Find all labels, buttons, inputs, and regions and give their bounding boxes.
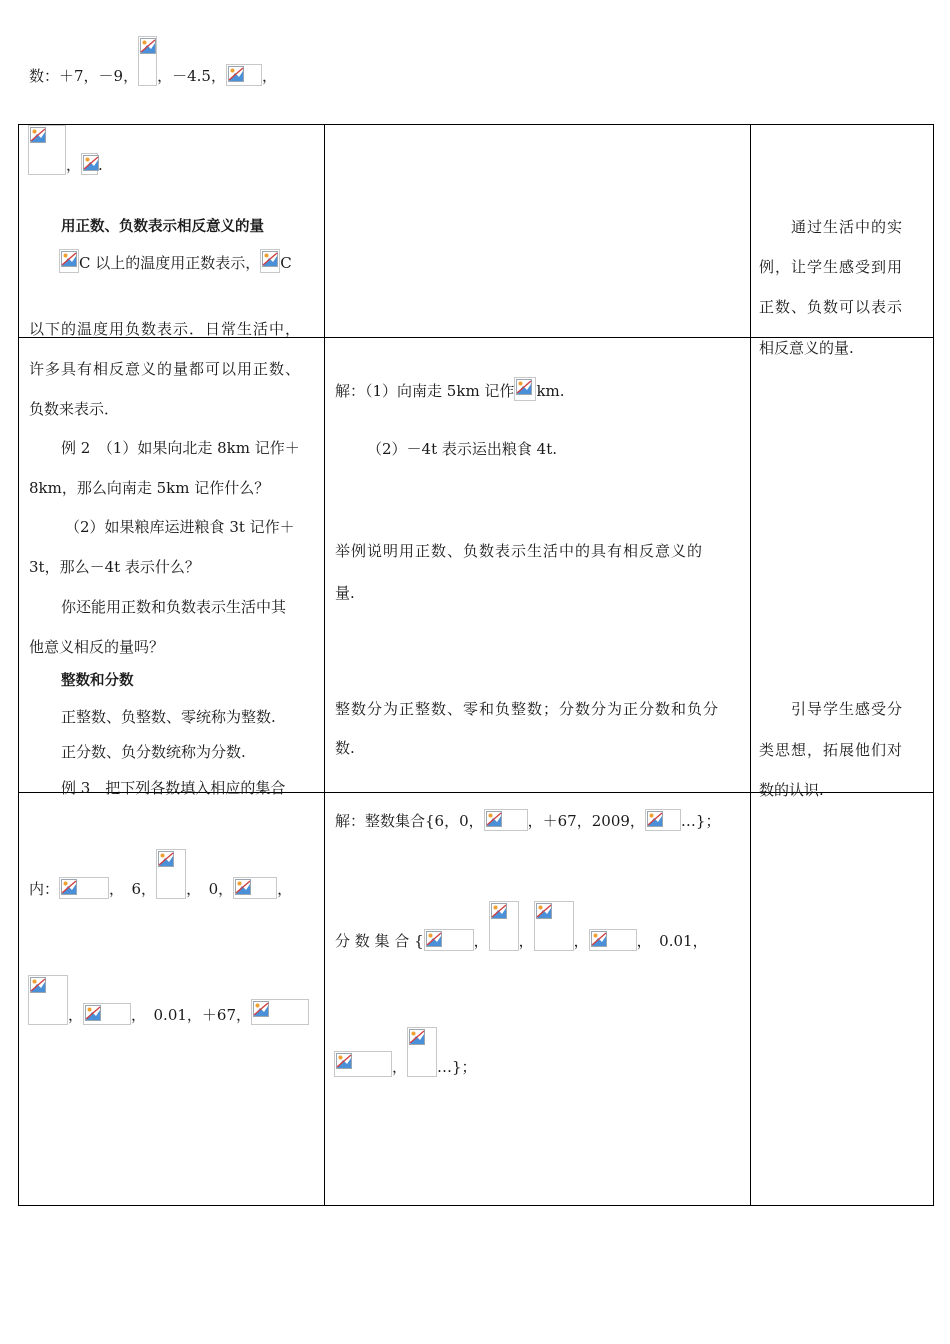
image-placeholder: [407, 1027, 437, 1077]
numbers-text: ，: [261, 66, 277, 85]
broken-image-icon: [61, 879, 77, 895]
intent-text: 例，让学生感受到用: [759, 257, 904, 276]
example-text: 8km，那么向南走 5km 记作什么？: [29, 478, 270, 497]
broken-image-icon: [491, 903, 507, 919]
image-placeholder: [251, 999, 309, 1025]
image-placeholder: [589, 929, 637, 951]
row3-right-cell: [751, 699, 934, 1206]
numbers-text: ，－4.5，: [157, 66, 226, 85]
image-placeholder: [645, 809, 681, 831]
numbers-text: .: [98, 155, 103, 174]
body-text: C 以上的温度用正数表示，: [79, 253, 261, 272]
intent-text: 类思想，拓展他们对: [759, 740, 904, 759]
answer-text: km.: [536, 381, 565, 400]
broken-image-icon: [30, 977, 46, 993]
answer-text: …}；: [680, 811, 721, 830]
image-placeholder: [138, 36, 157, 86]
lesson-table: [18, 66, 934, 1206]
image-placeholder: [489, 901, 519, 951]
example-text: 3t，那么－4t 表示什么？: [29, 557, 200, 576]
answer-text: ，: [518, 931, 534, 950]
answer-text: ， 0.01，: [636, 931, 708, 950]
row3-middle-cell: [325, 699, 751, 1206]
example-text: ， 6，: [109, 879, 157, 898]
definition-text: 正整数、负整数、零统称为整数.: [61, 707, 276, 726]
answer-text: 解：整数集合{6，0，: [335, 811, 484, 830]
image-placeholder: [81, 153, 98, 175]
broken-image-icon: [30, 127, 46, 143]
summary-text: 数.: [335, 738, 355, 757]
image-placeholder: [233, 877, 277, 899]
broken-image-icon: [426, 931, 442, 947]
example-text: ， 0.01，＋67，: [131, 1005, 252, 1024]
example-text: ，: [277, 879, 293, 898]
intent-text: 数的认识.: [759, 780, 824, 799]
numbers-text: ，: [66, 155, 82, 174]
example-text: ，: [68, 1005, 84, 1024]
image-placeholder: [28, 125, 66, 175]
activity-text: 量.: [335, 583, 355, 602]
image-placeholder: [59, 877, 109, 899]
broken-image-icon: [409, 1029, 425, 1045]
broken-image-icon: [336, 1053, 352, 1069]
example-text: 例 3 把下列各数填入相应的集合: [61, 778, 286, 797]
image-placeholder: [484, 809, 528, 831]
image-placeholder: [260, 249, 280, 273]
body-text: 负数来表示．: [29, 399, 120, 418]
answer-text: ，: [573, 931, 589, 950]
broken-image-icon: [591, 931, 607, 947]
broken-image-icon: [140, 38, 156, 54]
example-text: （2）如果粮库运进粮食 3t 记作＋: [65, 517, 295, 536]
answer-text: 分 数 集 合 {: [335, 931, 424, 950]
summary-text: 整数分为正整数、零和负整数；分数分为正分数和负分: [335, 699, 720, 718]
image-placeholder: [28, 975, 68, 1025]
section-heading: 用正数、负数表示相反意义的量: [61, 218, 264, 235]
image-placeholder: [514, 377, 536, 401]
broken-image-icon: [83, 155, 99, 171]
intent-text: 相反意义的量.: [759, 338, 854, 357]
body-text: C: [280, 253, 292, 272]
image-placeholder: [156, 849, 186, 899]
example-text: 你还能用正数和负数表示生活中其: [61, 597, 287, 616]
example-text: ， 0，: [186, 879, 234, 898]
table-row: [19, 793, 934, 1206]
broken-image-icon: [235, 879, 251, 895]
image-placeholder: [226, 64, 262, 86]
image-placeholder: [83, 1003, 131, 1025]
example-text: 他意义相反的量吗？: [29, 637, 165, 656]
answer-text: 解：（1）向南走 5km 记作: [335, 381, 515, 400]
intent-text: 通过生活中的实: [791, 217, 904, 236]
answer-text: ，: [392, 1057, 408, 1076]
broken-image-icon: [486, 811, 502, 827]
numbers-text: 数：＋7，－9，: [29, 66, 139, 85]
image-placeholder: [534, 901, 574, 951]
image-placeholder: [424, 929, 474, 951]
broken-image-icon: [536, 903, 552, 919]
broken-image-icon: [647, 811, 663, 827]
intent-text: 引导学生感受分: [791, 699, 904, 718]
row1-middle-cell: [325, 125, 751, 338]
example-text: 内：: [29, 879, 60, 898]
activity-text: 举例说明用正数、负数表示生活中的具有相反意义的: [335, 541, 704, 560]
broken-image-icon: [516, 379, 532, 395]
image-placeholder: [334, 1051, 392, 1077]
broken-image-icon: [262, 251, 278, 267]
answer-text: ，＋67，2009，: [527, 811, 645, 830]
broken-image-icon: [158, 851, 174, 867]
row2-middle-cell: [325, 338, 751, 793]
broken-image-icon: [253, 1001, 269, 1017]
intent-text: 正数、负数可以表示: [759, 297, 904, 316]
definition-text: 正分数、负分数统称为分数.: [61, 742, 246, 761]
section-heading: 整数和分数: [61, 672, 134, 689]
image-placeholder: [59, 249, 79, 273]
body-text: 以下的温度用负数表示．日常生活中，: [29, 319, 302, 338]
broken-image-icon: [61, 251, 77, 267]
broken-image-icon: [85, 1005, 101, 1021]
body-text: 许多具有相反意义的量都可以用正数、: [29, 359, 302, 378]
answer-text: （2）－4t 表示运出粮食 4t.: [367, 439, 557, 458]
row3-left-cell: [19, 672, 325, 1206]
row2-right-cell: [751, 217, 934, 793]
answer-text: ，: [473, 931, 489, 950]
example-text: 例 2 （1）如果向北走 8km 记作＋: [61, 438, 300, 457]
answer-text: …}；: [437, 1057, 477, 1076]
broken-image-icon: [228, 66, 244, 82]
